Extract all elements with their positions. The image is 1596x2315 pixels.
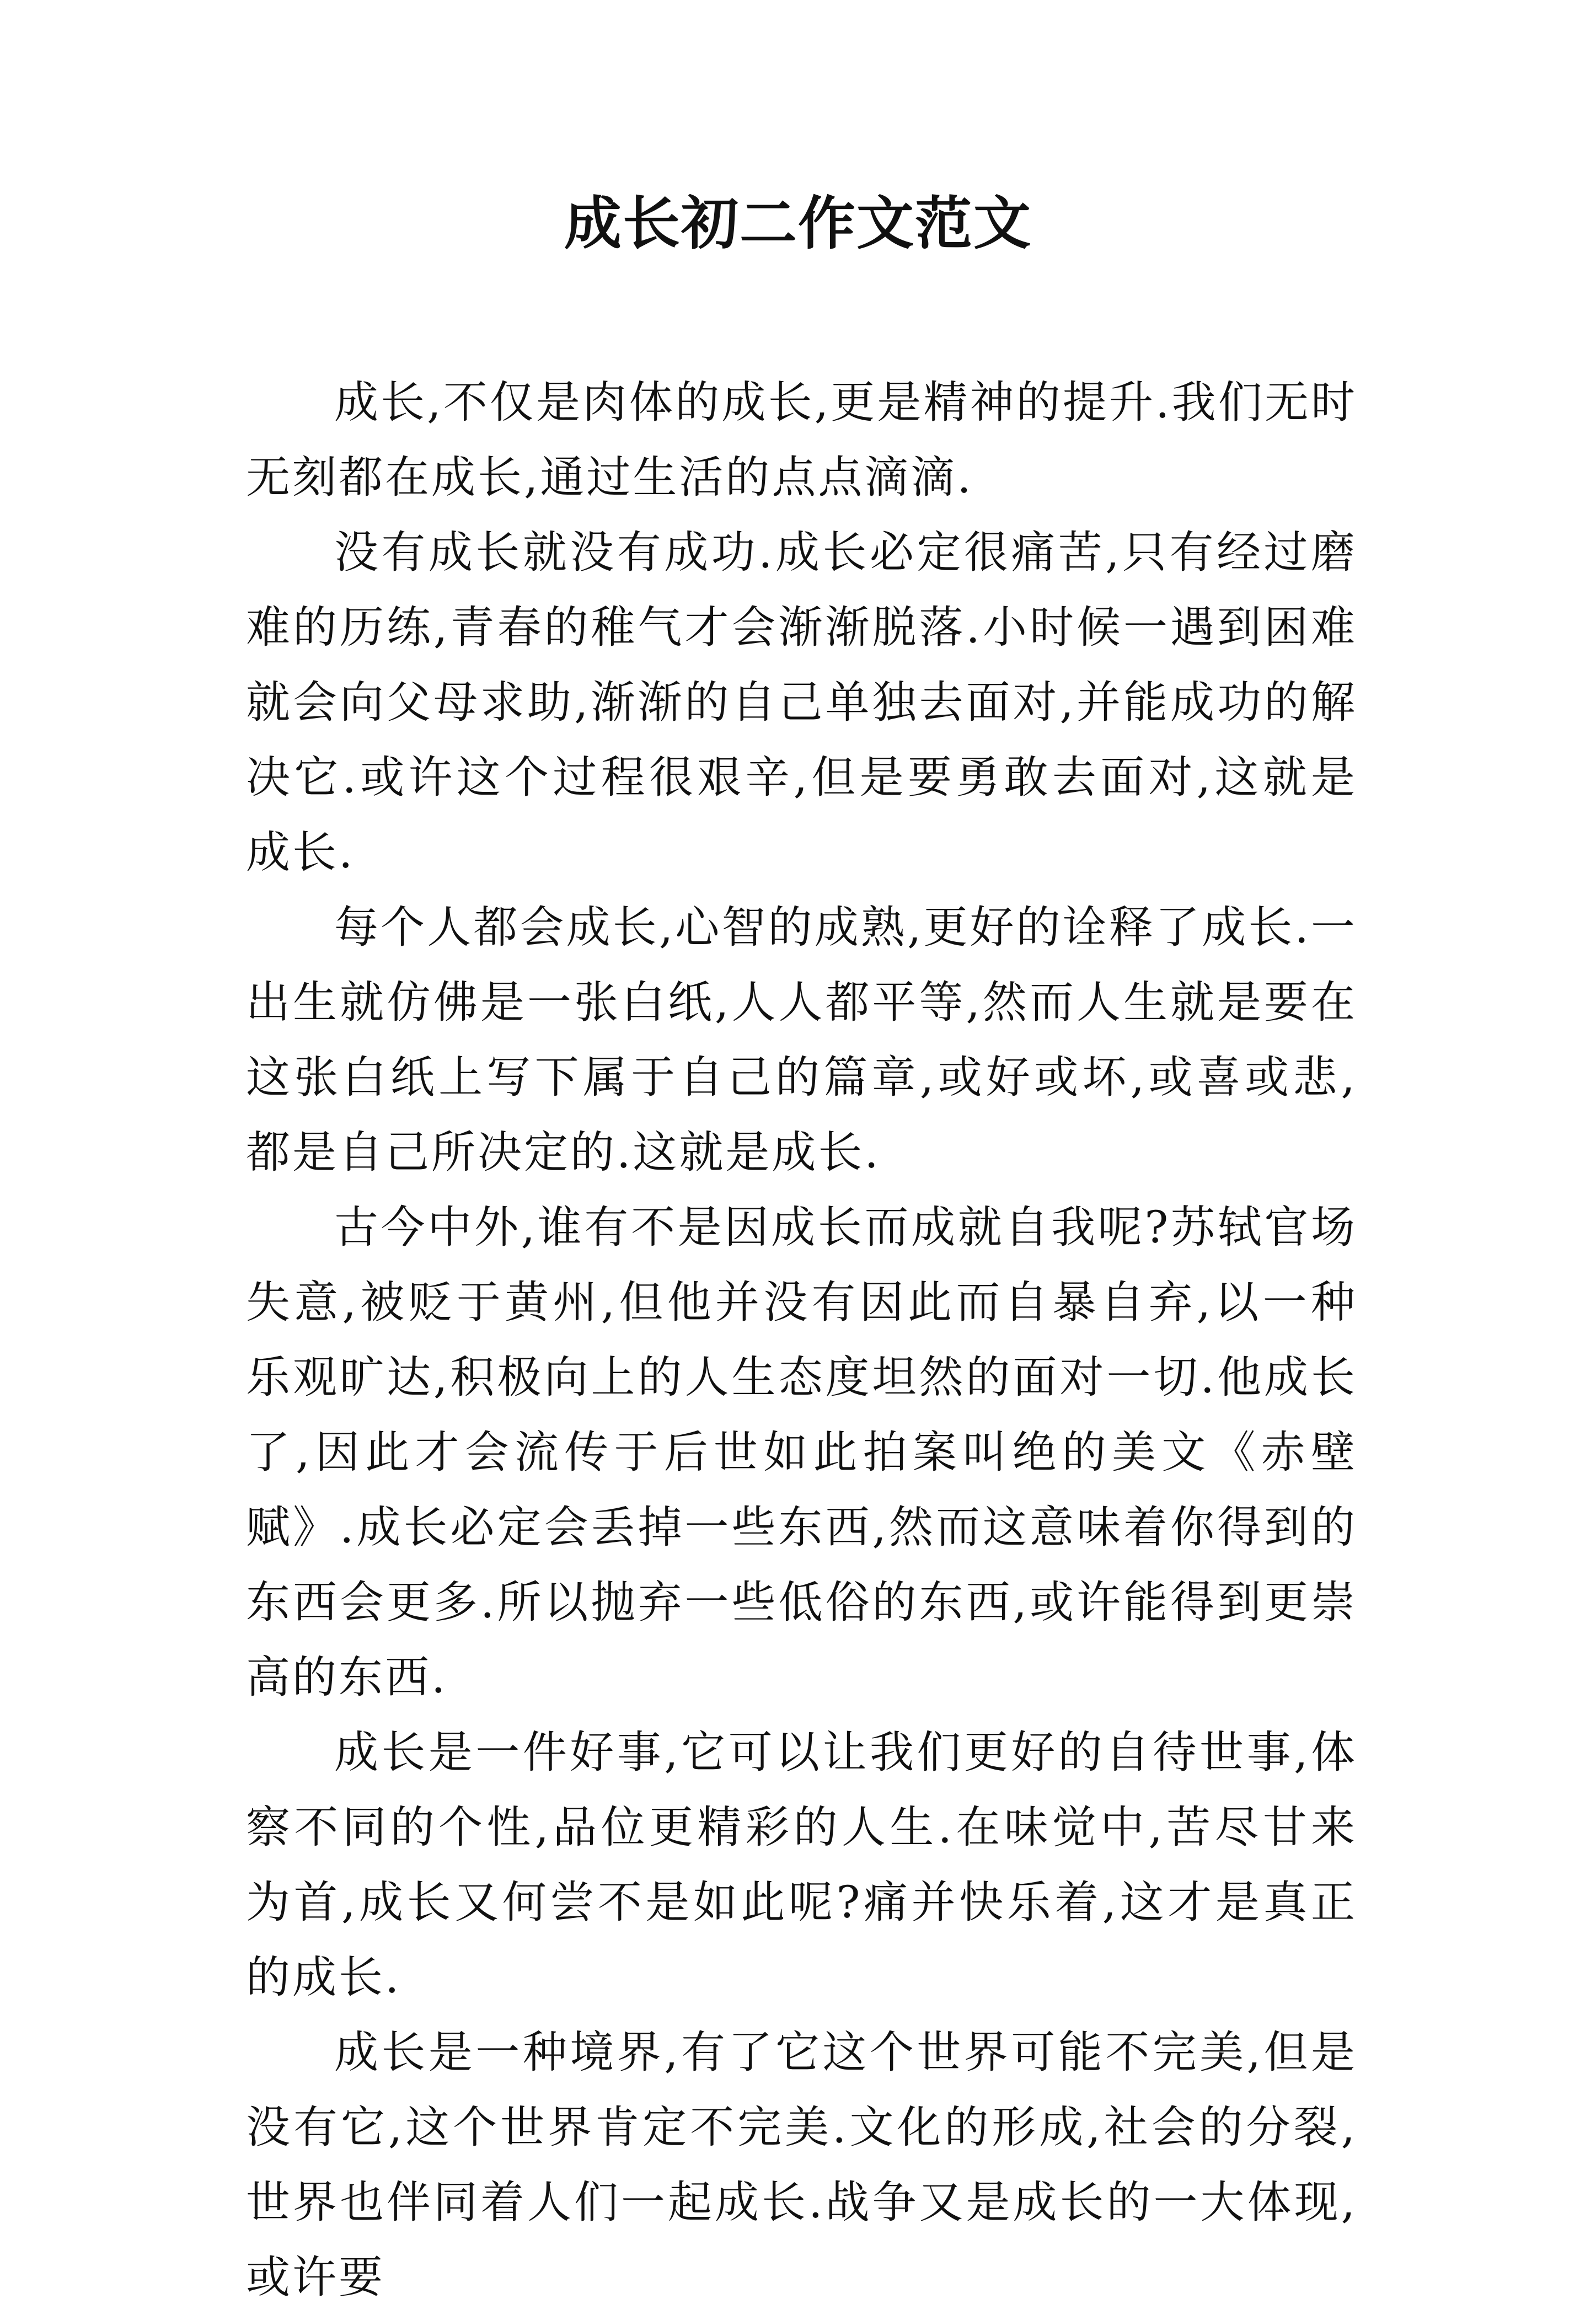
document-body xyxy=(246,365,1357,2315)
paragraph-5: 成长是一件好事,它可以让我们更好的自待世事,体察不同的个性,品位更精彩的人生.在味觉中,苦尽甘来为首,成长又何尝不是如此呢?痛并快乐着,这才是真正的成长. xyxy=(246,1727,1357,2003)
paragraph-6: 成长是一种境界,有了它这个世界可能不完美,但是没有它,这个世界肯定不完美.文化的形成,社会的分裂,世界也伴同着人们一起成长.战争又是成长的一大体现,或许要 xyxy=(246,2027,1357,2303)
document-title: 成长初二作文范文 xyxy=(564,189,1032,257)
paragraph-3: 每个人都会成长,心智的成熟,更好的诠释了成长.一出生就仿佛是一张白纸,人人都平等,然而人生就是要在这张白纸上写下属于自己的篇章,或好或坏,或喜或悲,都是自己所决定的.这就是成长. xyxy=(246,902,1357,1178)
paragraph-1: 成长,不仅是肉体的成长,更是精神的提升.我们无时无刻都在成长,通过生活的点点滴滴. xyxy=(246,377,1357,503)
paragraph-2: 没有成长就没有成功.成长必定很痛苦,只有经过磨难的历练,青春的稚气才会渐渐脱落.小时候一遇到困难就会向父母求助,渐渐的自己单独去面对,并能成功的解决它.或许这个过程很艰辛,但是要勇敢去面对,这就是成长. xyxy=(246,527,1357,878)
paragraph-4: 古今中外,谁有不是因成长而成就自我呢?苏轼官场失意,被贬于黄州,但他并没有因此而自暴自弃,以一种乐观旷达,积极向上的人生态度坦然的面对一切.他成长了,因此才会流传于后世如此拍案叫绝的美文《赤壁赋》.成长必定会丢掉一些东西,然而这意味着你得到的东西会更多.所以抛弃一些低俗的东西,或许能得到更崇高的东西. xyxy=(246,1202,1357,1703)
